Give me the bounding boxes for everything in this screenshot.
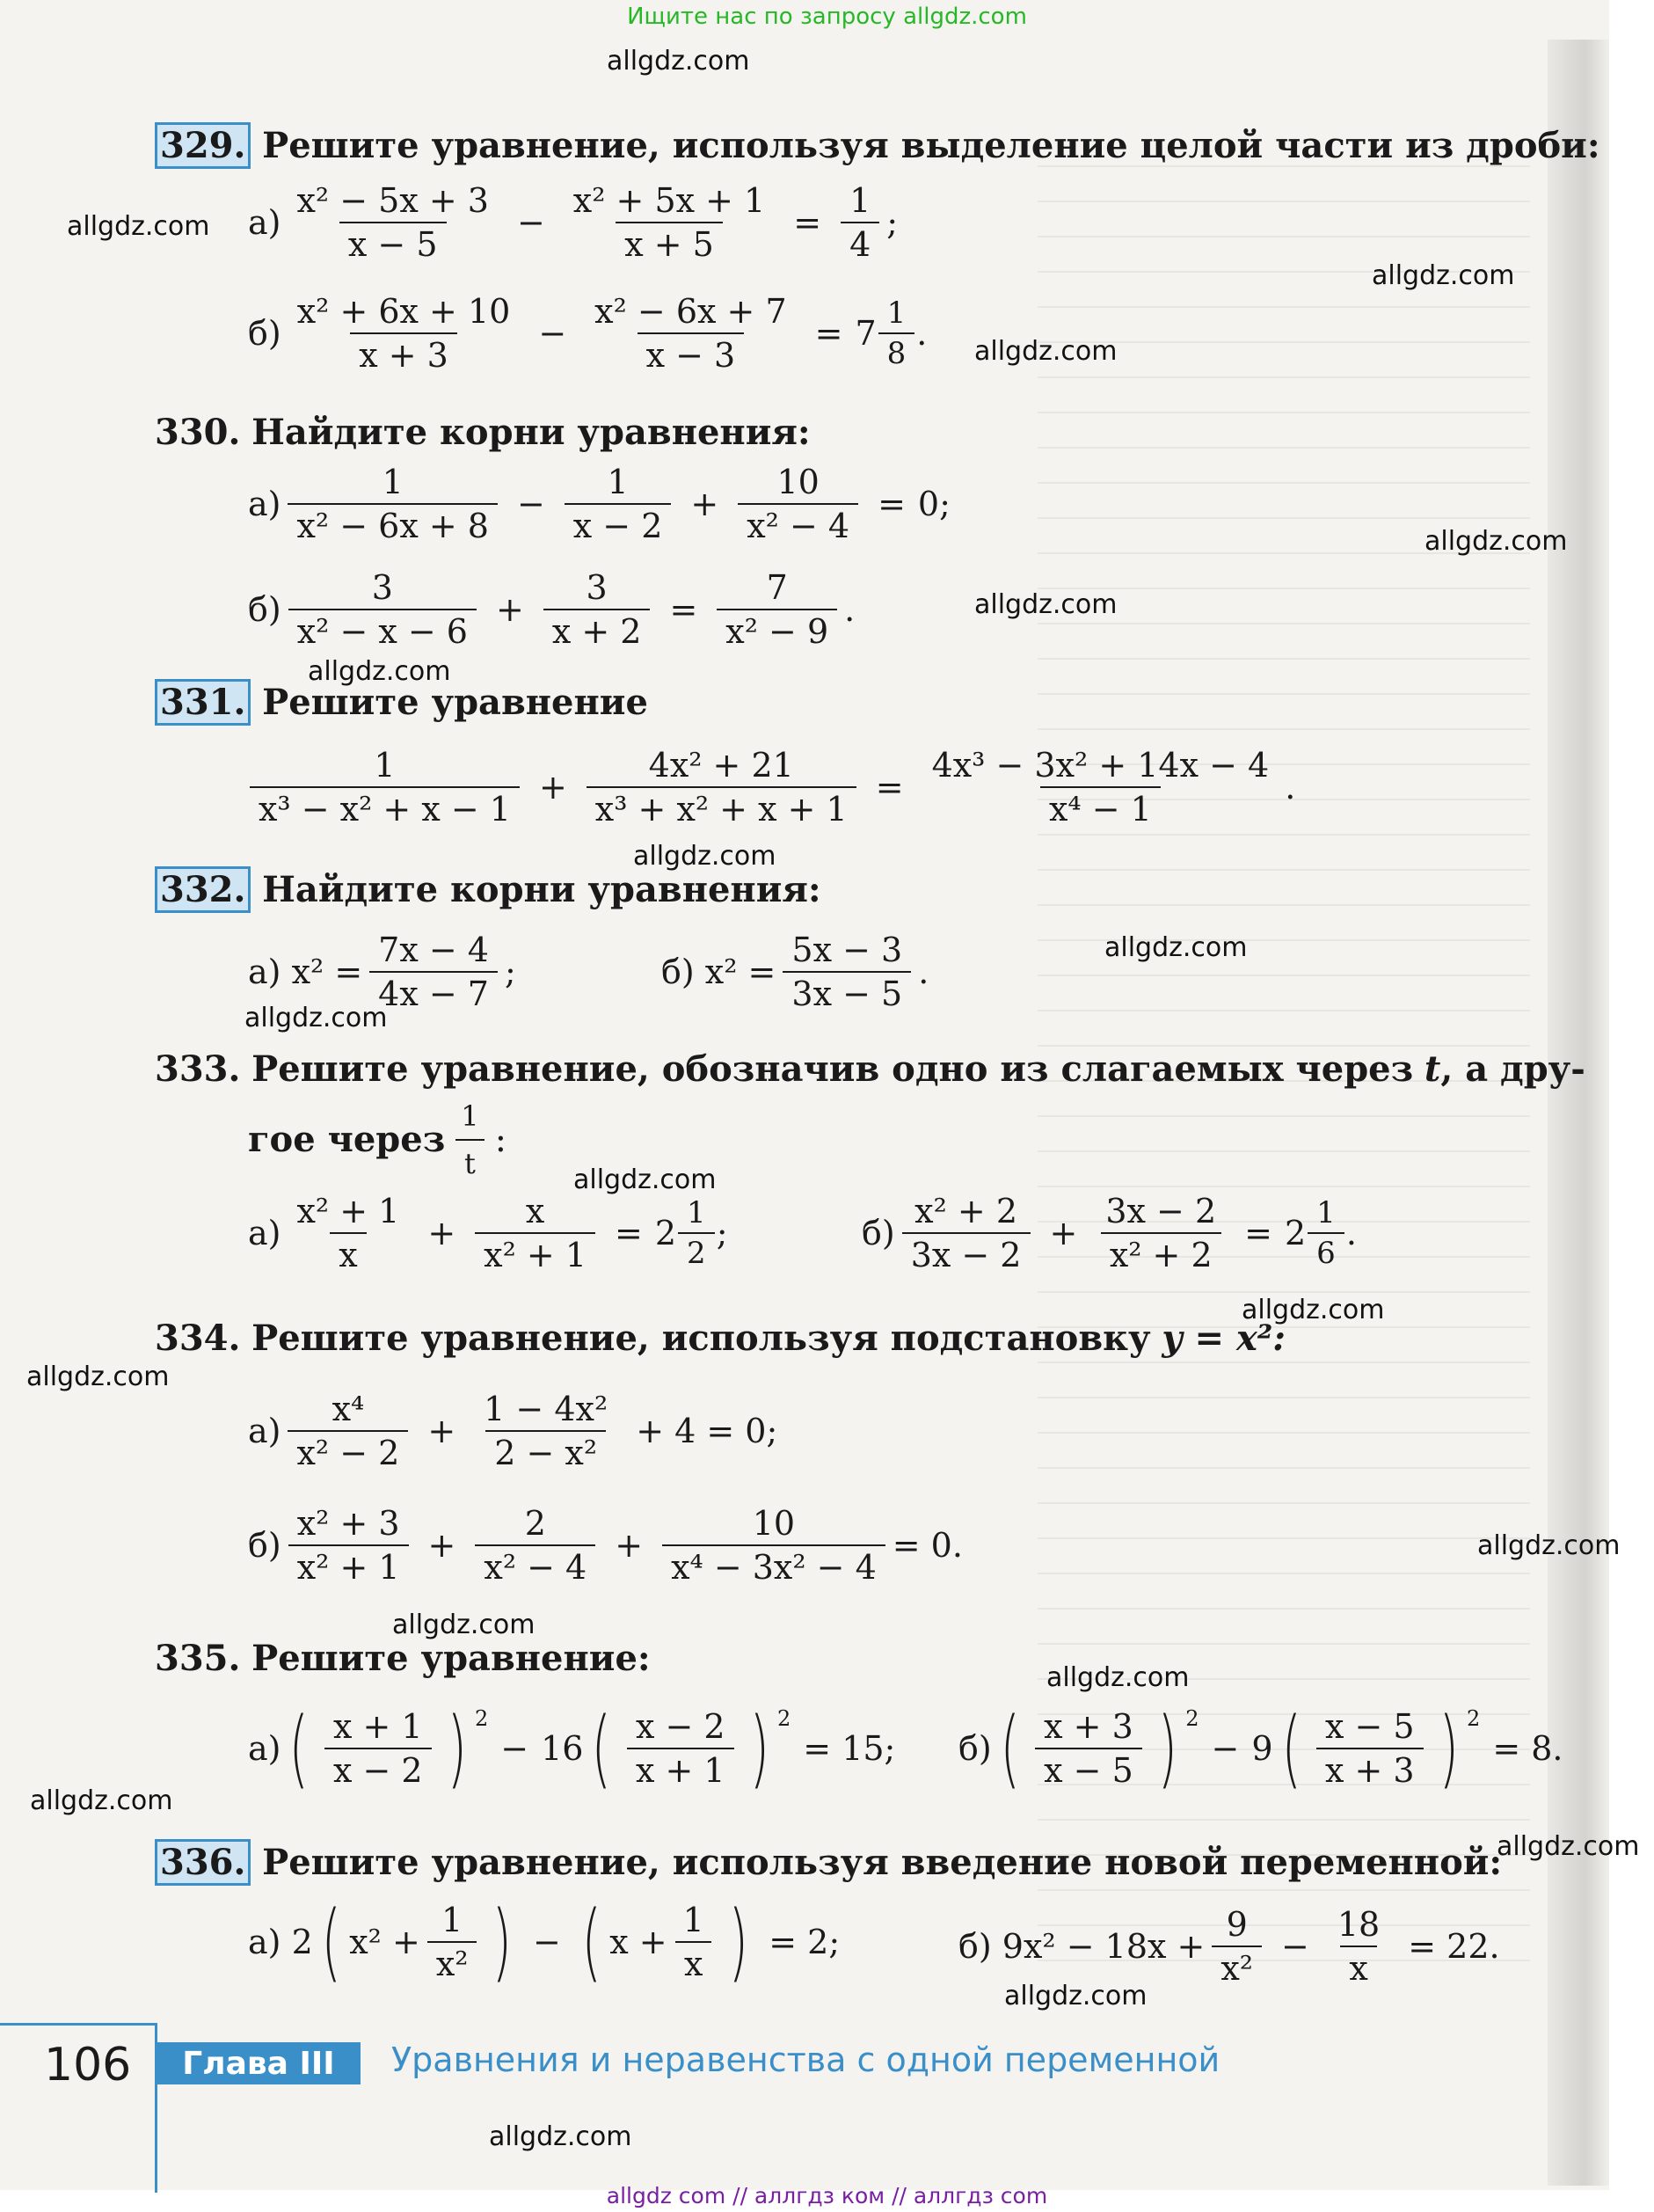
denominator: 2 <box>678 1232 715 1271</box>
item-label: а) <box>248 1923 281 1961</box>
numerator: 2 <box>524 1504 546 1543</box>
equation-334b: б) $\frac{\text{x² + 3}}{\text{x² + 1}}$ + $\frac{2}{\text{x² − 4}}$ + $\frac{10}{\text{x⁴ − 3x² − 4}}$ = 0. <box>248 1504 963 1587</box>
problem-text: Решите уравнение, используя выделение целой части из дроби: <box>262 125 1600 166</box>
denominator: x² + 2 <box>1101 1232 1221 1274</box>
denominator: 2 − x² <box>485 1430 606 1472</box>
equation-335a: а) ( $\frac{x + 1}{x - 2}$ ) $^2$ − 16 ( $\frac{x - 2}{x + 1}$ ) $^2$ = 15; <box>248 1699 896 1798</box>
problem-336-heading <box>155 1842 1502 1884</box>
equation-331: $\frac{1}{\text{x³ − x² + x − 1}}$ + $\frac{\text{4x² + 21}}{\text{x³ + x² + x + 1}}$ = $\frac{\text{4x³ − 3x² + 14x − 4}}{\text{x⁴ − 1}}$ . <box>243 746 1295 829</box>
coefficient: 9 <box>1251 1729 1273 1768</box>
denominator: x⁴ − 3x² − 4 <box>662 1544 885 1587</box>
whole-part: 2 <box>654 1214 677 1252</box>
equation-332b: б) x² = $\frac{5x - 3}{3x - 5}$ . <box>661 931 929 1013</box>
numerator: 1 <box>886 296 907 331</box>
numerator: x² + 5x + 1 <box>572 181 766 220</box>
problem-text: Решите уравнение, используя подстановку <box>251 1318 1151 1359</box>
numerator: 1 <box>441 1901 463 1939</box>
result: = 8. <box>1492 1729 1563 1768</box>
problem-text: Решите уравнение <box>262 682 648 723</box>
denominator: x + 5 <box>616 222 723 264</box>
whole-part: 2 <box>1284 1214 1307 1252</box>
problem-text: Решите уравнение: <box>251 1638 651 1679</box>
equation-329a: а) $\frac{\text{x² − 5x + 3}}{x - 5}$ − $\frac{\text{x² + 5x + 1}}{x + 5}$ = $\frac{1}{4}$ ; <box>248 181 899 264</box>
problem-text: Найдите корни уравнения: <box>251 412 811 453</box>
result: = 15; <box>803 1729 896 1768</box>
denominator: x <box>330 1232 366 1274</box>
denominator: x³ − x² + x − 1 <box>250 786 520 829</box>
variable: t <box>1424 1048 1441 1090</box>
numerator: 3x − 2 <box>1105 1192 1217 1230</box>
problem-331-heading <box>155 682 648 724</box>
item-label: а) <box>248 1412 281 1450</box>
item-label: б) <box>958 1927 992 1966</box>
numerator: x − 5 <box>1324 1707 1415 1746</box>
problem-number: 331. <box>155 679 251 726</box>
equation-333b: б) $\frac{\text{x² + 2}}{3x - 2}$ + $\frac{3x - 2}{\text{x² + 2}}$ = 2 $\frac{1}{6}$ . <box>862 1192 1357 1274</box>
denominator: x <box>675 1941 711 1983</box>
page-edge-shadow <box>1548 40 1609 2186</box>
watermark: allgdz.com <box>573 1164 717 1195</box>
denominator: 8 <box>878 332 915 371</box>
problem-329-heading <box>155 125 1600 167</box>
numerator: 5x − 3 <box>791 931 903 969</box>
watermark: allgdz.com <box>1477 1530 1621 1561</box>
numerator: 1 <box>382 463 404 501</box>
equation-333a: а) $\frac{\text{x² + 1}}{x}$ + $\frac{x}{\text{x² + 1}}$ = 2 $\frac{1}{2}$ ; <box>248 1192 728 1274</box>
denominator: 3x − 5 <box>783 971 911 1013</box>
denominator: x³ + x² + x + 1 <box>587 786 856 829</box>
numerator: 9 <box>1226 1905 1248 1944</box>
equation-330b: б) $\frac{3}{\text{x² − x − 6}}$ + $\frac{3}{x + 2}$ = $\frac{7}{\text{x² − 9}}$ . <box>248 568 856 651</box>
problem-333-heading-cont: гое через $\frac{1}{t}$ : <box>248 1095 506 1185</box>
whole-part: 7 <box>855 314 877 353</box>
item-label: б) <box>661 953 695 991</box>
term: x² + <box>349 1923 420 1961</box>
watermark: allgdz.com <box>1424 526 1568 557</box>
bottom-watermark: allgdz com // аллгдз ком // аллгдз com <box>606 2183 1048 2208</box>
watermark: allgdz.com <box>67 211 210 242</box>
numerator: 1 <box>687 1195 706 1230</box>
numerator: 4x³ − 3x² + 14x − 4 <box>931 746 1270 785</box>
denominator: x² − 9 <box>717 609 837 651</box>
item-label: б) <box>958 1729 992 1768</box>
problem-332-heading <box>155 869 821 911</box>
numerator: x² + 2 <box>914 1192 1018 1230</box>
problem-text: гое через <box>248 1119 446 1160</box>
equation-330a: а) $\frac{1}{\text{x² − 6x + 8}}$ − $\frac{1}{x - 2}$ + $\frac{10}{\text{x² − 4}}$ = 0; <box>248 463 951 545</box>
denominator: t <box>455 1139 485 1185</box>
result: = 0. <box>892 1526 963 1565</box>
item-label: а) <box>248 485 281 523</box>
denominator: x + 3 <box>1316 1748 1424 1790</box>
denominator: x + 2 <box>543 609 651 651</box>
equation-334a: а) $\frac{\text{x⁴}}{\text{x² − 2}}$ + $\frac{\text{1 − 4x²}}{\text{2 − x²}}$ + 4 = 0; <box>248 1390 778 1472</box>
page-number: 106 <box>44 2039 132 2092</box>
watermark: allgdz.com <box>1242 1295 1385 1325</box>
item-label: а) <box>248 203 281 242</box>
numerator: 3 <box>586 568 608 607</box>
numerator: x² + 3 <box>296 1504 400 1543</box>
watermark: allgdz.com <box>392 1610 536 1640</box>
equation-332a: а) x² = $\frac{7x - 4}{4x - 7}$ ; <box>248 931 516 1013</box>
numerator: 1 <box>849 181 871 220</box>
watermark: allgdz.com <box>30 1785 173 1816</box>
tail: + 4 = 0; <box>636 1412 778 1450</box>
numerator: x² + 1 <box>296 1192 400 1230</box>
result: 0; <box>917 485 951 523</box>
denominator: x − 3 <box>638 332 745 375</box>
problem-number: 330. <box>155 412 241 453</box>
problem-number: 333. <box>155 1048 241 1090</box>
problem-text: Решите уравнение, используя введение новой переменной: <box>262 1842 1503 1883</box>
numerator: 1 <box>461 1099 479 1133</box>
denominator: x² <box>1212 1946 1262 1988</box>
denominator: x <box>1340 1946 1376 1988</box>
equation-329b: б) $\frac{\text{x² + 6x + 10}}{x + 3}$ − $\frac{\text{x² − 6x + 7}}{x - 3}$ = 7 $\frac{1}{8}$ . <box>248 292 928 375</box>
watermark: allgdz.com <box>607 46 750 77</box>
numerator: 1 <box>374 746 396 785</box>
item-label: б) <box>862 1214 895 1252</box>
coefficient: 16 <box>541 1729 584 1768</box>
problem-335-heading <box>155 1638 651 1680</box>
numerator: 3 <box>371 568 393 607</box>
problem-330-heading <box>155 412 811 454</box>
denominator: x − 2 <box>324 1748 432 1790</box>
equation-336a: а) 2 ( x² + $\frac{1}{\text{x²}}$ ) − ( x + $\frac{1}{x}$ ) = 2; <box>248 1893 841 1991</box>
denominator: x² <box>427 1941 477 1983</box>
denominator: x − 5 <box>339 222 447 264</box>
item-label: б) <box>248 590 281 629</box>
watermark: allgdz.com <box>633 841 776 872</box>
numerator: x⁴ <box>332 1390 365 1428</box>
denominator: x² − 4 <box>738 503 858 545</box>
numerator: x² + 6x + 10 <box>296 292 511 331</box>
equation-336b: б) 9x² − 18x + $\frac{9}{\text{x²}}$ − $\frac{18}{x}$ = 22. <box>958 1905 1500 1988</box>
denominator: 4x − 7 <box>369 971 498 1013</box>
numerator: 1 − 4x² <box>484 1390 608 1428</box>
coefficient: 2 <box>291 1923 313 1961</box>
result: = 22. <box>1408 1927 1500 1966</box>
numerator: 10 <box>776 463 820 501</box>
numerator: x² − 6x + 7 <box>594 292 787 331</box>
numerator: 1 <box>1316 1195 1336 1230</box>
lhs: x² = <box>704 953 776 991</box>
denominator: x² − x − 6 <box>288 609 477 651</box>
denominator: 4 <box>841 222 879 264</box>
term: x + <box>609 1923 667 1961</box>
numerator: x <box>525 1192 545 1230</box>
problem-number: 329. <box>155 122 251 169</box>
problem-text: Найдите корни уравнения: <box>262 869 821 910</box>
numerator: 18 <box>1337 1905 1381 1944</box>
problem-333-heading <box>155 1048 1585 1091</box>
denominator: x² − 4 <box>475 1544 595 1587</box>
denominator: x² − 6x + 8 <box>288 503 497 545</box>
problem-number: 334. <box>155 1318 241 1359</box>
denominator: x² − 2 <box>288 1430 408 1472</box>
numerator: 10 <box>752 1504 796 1543</box>
denominator: x² + 1 <box>288 1544 409 1587</box>
numerator: 1 <box>682 1901 704 1939</box>
lhs: x² = <box>291 953 363 991</box>
denominator: x⁴ − 1 <box>1040 786 1161 829</box>
denominator: x − 5 <box>1035 1748 1142 1790</box>
watermark: allgdz.com <box>244 1003 388 1033</box>
result: = 2; <box>769 1923 841 1961</box>
watermark: allgdz.com <box>26 1362 170 1392</box>
watermark: allgdz.com <box>1004 1981 1148 2011</box>
problem-text: , а дру- <box>1440 1048 1585 1090</box>
denominator: x² + 1 <box>475 1232 595 1274</box>
numerator: x − 2 <box>635 1707 725 1746</box>
watermark: allgdz.com <box>1372 260 1515 291</box>
chapter-label: Глава III <box>157 2042 361 2084</box>
watermark: allgdz.com <box>974 336 1118 367</box>
substitution: y = x²: <box>1162 1318 1286 1359</box>
problem-number: 336. <box>155 1839 251 1886</box>
item-label: а) <box>248 1729 281 1768</box>
numerator: x + 3 <box>1044 1707 1133 1746</box>
numerator: 1 <box>607 463 629 501</box>
numerator: 7 <box>766 568 788 607</box>
watermark: allgdz.com <box>1046 1662 1190 1693</box>
watermark: allgdz.com <box>1497 1831 1640 1862</box>
item-label: б) <box>248 1526 281 1565</box>
item-label: б) <box>248 314 281 353</box>
item-label: а) <box>248 953 281 991</box>
problem-text: Решите уравнение, обозначив одно из слагаемых через <box>251 1048 1414 1090</box>
watermark: allgdz.com <box>489 2121 632 2152</box>
item-label: а) <box>248 1214 281 1252</box>
numerator: x + 1 <box>332 1707 423 1746</box>
denominator: x + 3 <box>350 332 457 375</box>
top-watermark: Ищите нас по запросу allgdz.com <box>627 4 1027 30</box>
equation-335b: б) ( $\frac{x + 3}{x - 5}$ ) $^2$ − 9 ( $\frac{x - 5}{x + 3}$ ) $^2$ = 8. <box>958 1699 1563 1798</box>
term: 9x² − 18x + <box>1002 1927 1206 1966</box>
problem-number: 335. <box>155 1638 241 1679</box>
problem-number: 332. <box>155 866 251 913</box>
denominator: 3x − 2 <box>902 1232 1031 1274</box>
numerator: x² − 5x + 3 <box>296 181 489 220</box>
denominator: x + 1 <box>627 1748 734 1790</box>
denominator: 6 <box>1308 1232 1344 1271</box>
chapter-title: Уравнения и неравенства с одной переменной <box>391 2040 1220 2079</box>
numerator: 7x − 4 <box>378 931 489 969</box>
watermark: allgdz.com <box>308 656 451 687</box>
denominator: x − 2 <box>565 503 672 545</box>
numerator: 4x² + 21 <box>648 746 794 785</box>
watermark: allgdz.com <box>1104 932 1248 963</box>
problem-334-heading <box>155 1318 1286 1360</box>
watermark: allgdz.com <box>974 589 1118 620</box>
